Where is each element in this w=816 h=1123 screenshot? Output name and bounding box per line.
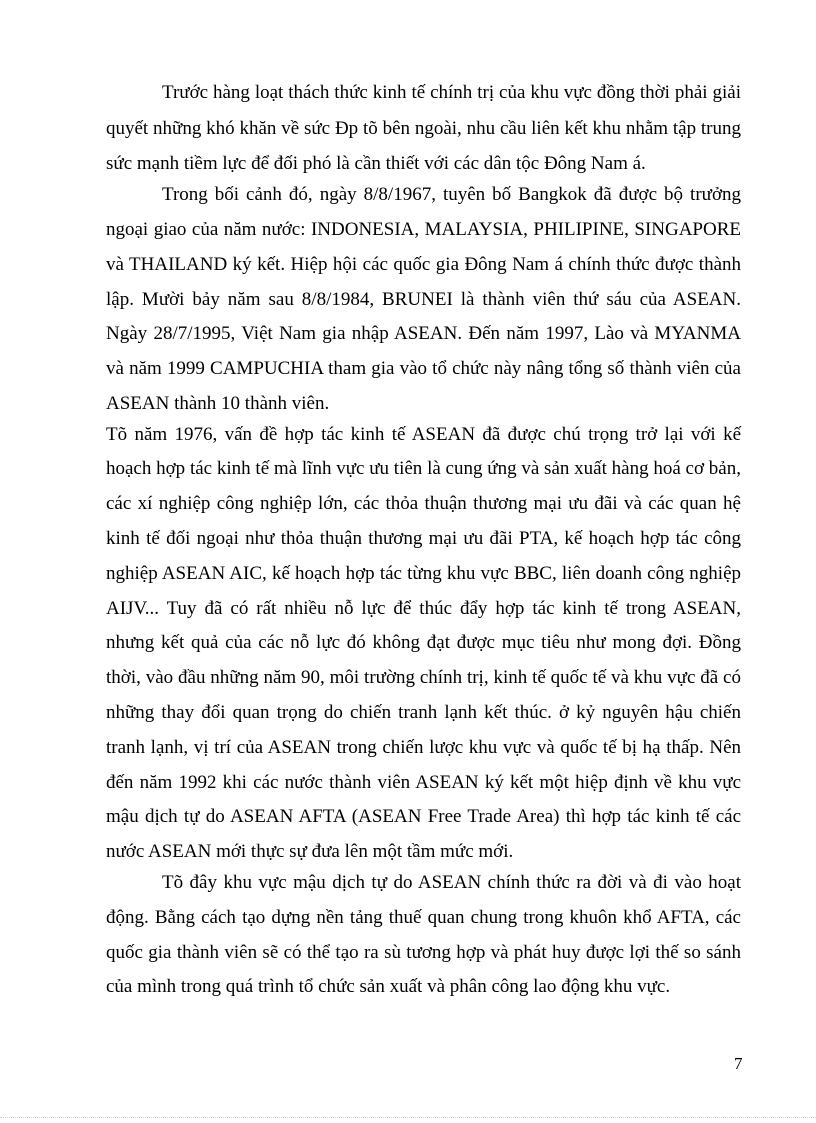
text-line: Trong bối cảnh đó, ngày 8/8/1967, tuyên bố Bangkok đã được bộ trưởng [162,184,741,205]
text-line: lập. Mười bảy năm sau 8/8/1984, BRUNEI là thành viên thứ sáu của ASEAN. [106,289,741,310]
text-line: hoạch hợp tác kinh tế mà lĩnh vực ưu tiên là cung ứng và sản xuất hàng hoá cơ bản, [106,458,741,479]
text-line: và THAILAND ký kết. Hiệp hội các quốc gia Đông Nam á chính thức được thành [106,254,741,275]
text-line: của mình trong quá trình tổ chức sản xuất và phân công lao động khu vực. [106,976,671,997]
text-line: nhưng kết quả của các nỗ lực đó không đạt được mục tiêu như mong đợi. Đồng [106,632,741,653]
text-line: Ngày 28/7/1995, Việt Nam gia nhập ASEAN. Đến năm 1997, Lào và MYANMA [106,323,741,344]
text-line: quyết những khó khăn về sức Ðp tõ bên ngoài, nhu cầu liên kết khu nhằm tập trung [106,118,741,139]
text-line: ngoại giao của năm nước: INDONESIA, MALAYSIA, PHILIPINE, SINGAPORE [106,219,741,240]
text-line: sức mạnh tiềm lực để đối phó là cần thiết với các dân tộc Đông Nam á. [106,153,646,174]
text-line: các xí nghiệp công nghiệp lớn, các thỏa thuận thương mại ưu đãi và các quan hệ [106,493,741,514]
text-line: nghiệp ASEAN AIC, kế hoạch hợp tác từng khu vực BBC, liên doanh công nghiệp [106,563,741,584]
text-line: Tõ đây khu vực mậu dịch tự do ASEAN chính thức ra đời và đi vào hoạt [162,872,741,893]
page-number: 7 [734,1054,743,1073]
page-bottom-divider [0,1117,816,1118]
text-line: những thay đổi quan trọng do chiến tranh lạnh kết thúc. ở kỷ nguyên hậu chiến [106,702,741,723]
text-line: kinh tế đối ngoại như thỏa thuận thương mại ưu đãi PTA, kế hoạch hợp tác công [106,528,741,549]
text-line: AIJV... Tuy đã có rất nhiều nỗ lực để thúc đẩy hợp tác kinh tế trong ASEAN, [106,598,741,619]
text-line: nước ASEAN mới thực sự đưa lên một tầm mức mới. [106,841,514,862]
text-line: động. Bằng cách tạo dựng nền tảng thuế quan chung trong khuôn khổ AFTA, các [106,907,741,928]
text-line: đến năm 1992 khi các nước thành viên ASEAN ký kết một hiệp định về khu vực [106,772,741,793]
text-line: thời, vào đầu những năm 90, môi trường chính trị, kinh tế quốc tế và khu vực đã có [106,667,741,688]
text-line: và năm 1999 CAMPUCHIA tham gia vào tổ chức này nâng tổng số thành viên của [106,358,741,379]
text-line: quốc gia thành viên sẽ có thể tạo ra sù tương hợp và phát huy được lợi thế so sánh [106,942,741,963]
text-line: tranh lạnh, vị trí của ASEAN trong chiến lược khu vực và quốc tế bị hạ thấp. Nên [106,737,741,758]
text-line: ASEAN thành 10 thành viên. [106,393,330,414]
text-line: Tõ năm 1976, vấn đề hợp tác kinh tế ASEAN đã được chú trọng trở lại với kế [106,424,741,445]
text-line: Trước hàng loạt thách thức kinh tế chính trị của khu vực đồng thời phải giải [162,82,741,103]
text-line: mậu dịch tự do ASEAN AFTA (ASEAN Free Trade Area) thì hợp tác kinh tế các [106,806,741,827]
